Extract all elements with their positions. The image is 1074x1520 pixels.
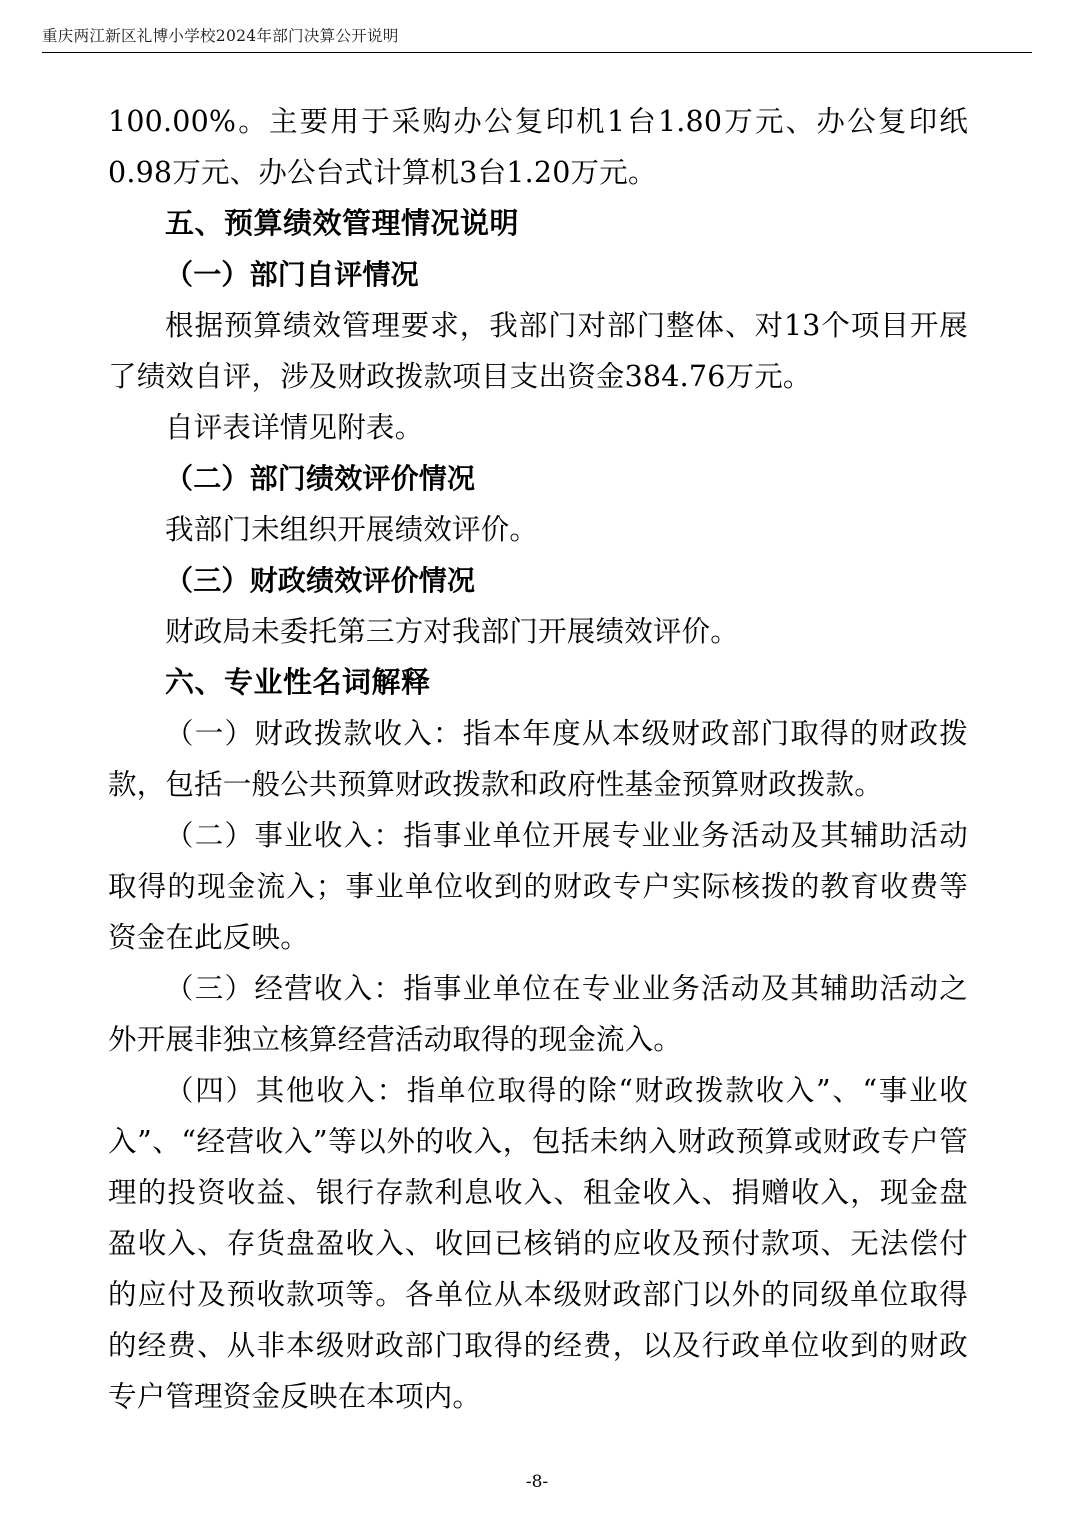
page-header: 重庆两江新区礼博小学校2024年部门决算公开说明 bbox=[42, 27, 399, 45]
document-body bbox=[108, 96, 968, 1422]
paragraph-finance-eval: 财政局未委托第三方对我部门开展绩效评价。 bbox=[165, 615, 740, 648]
heading-sub-one: （一）部门自评情况 bbox=[165, 258, 419, 291]
header-divider bbox=[42, 52, 1032, 53]
paragraph-term-one: （一）财政拨款收入：指本年度从本级财政部门取得的财政拨款，包括一般公共预算财政拨款和政府性基金预算财政拨款。 bbox=[108, 717, 968, 801]
paragraph-continued: 100.00%。主要用于采购办公复印机1台1.80万元、办公复印纸0.98万元、办公台式计算机3台1.20万元。 bbox=[108, 105, 968, 189]
page-footer: -8- bbox=[525, 1472, 549, 1492]
heading-sub-two: （二）部门绩效评价情况 bbox=[165, 462, 476, 495]
heading-sub-three: （三）财政绩效评价情况 bbox=[165, 564, 476, 597]
heading-section-five: 五、预算绩效管理情况说明 bbox=[165, 206, 520, 240]
paragraph-term-two: （二）事业收入：指事业单位开展专业业务活动及其辅助活动取得的现金流入；事业单位收到的财政专户实际核拨的教育收费等资金在此反映。 bbox=[108, 819, 968, 954]
paragraph-self-eval-1: 根据预算绩效管理要求，我部门对部门整体、对13个项目开展了绩效自评，涉及财政拨款项目支出资金384.76万元。 bbox=[108, 309, 968, 393]
paragraph-term-three: （三）经营收入：指事业单位在专业业务活动及其辅助活动之外开展非独立核算经营活动取得的现金流入。 bbox=[108, 972, 968, 1056]
heading-section-six: 六、专业性名词解释 bbox=[165, 665, 431, 699]
paragraph-term-four: （四）其他收入：指单位取得的除“财政拨款收入”、“事业收入”、“经营收入”等以外的收入，包括未纳入财政预算或财政专户管理的投资收益、银行存款利息收入、租金收入、捐赠收入，现金盘盈收入、存货盘盈收入、收回已核销的应收及预付款项、无法偿付的应付及预收款项等。各单位从本级财政部门以外的同级单位取得的经费、从非本级财政部门取得的经费，以及行政单位收到的财政专户管理资金反映在本项内。 bbox=[108, 1074, 968, 1413]
paragraph-self-eval-2: 自评表详情见附表。 bbox=[165, 411, 424, 444]
paragraph-dept-eval: 我部门未组织开展绩效评价。 bbox=[165, 513, 539, 546]
